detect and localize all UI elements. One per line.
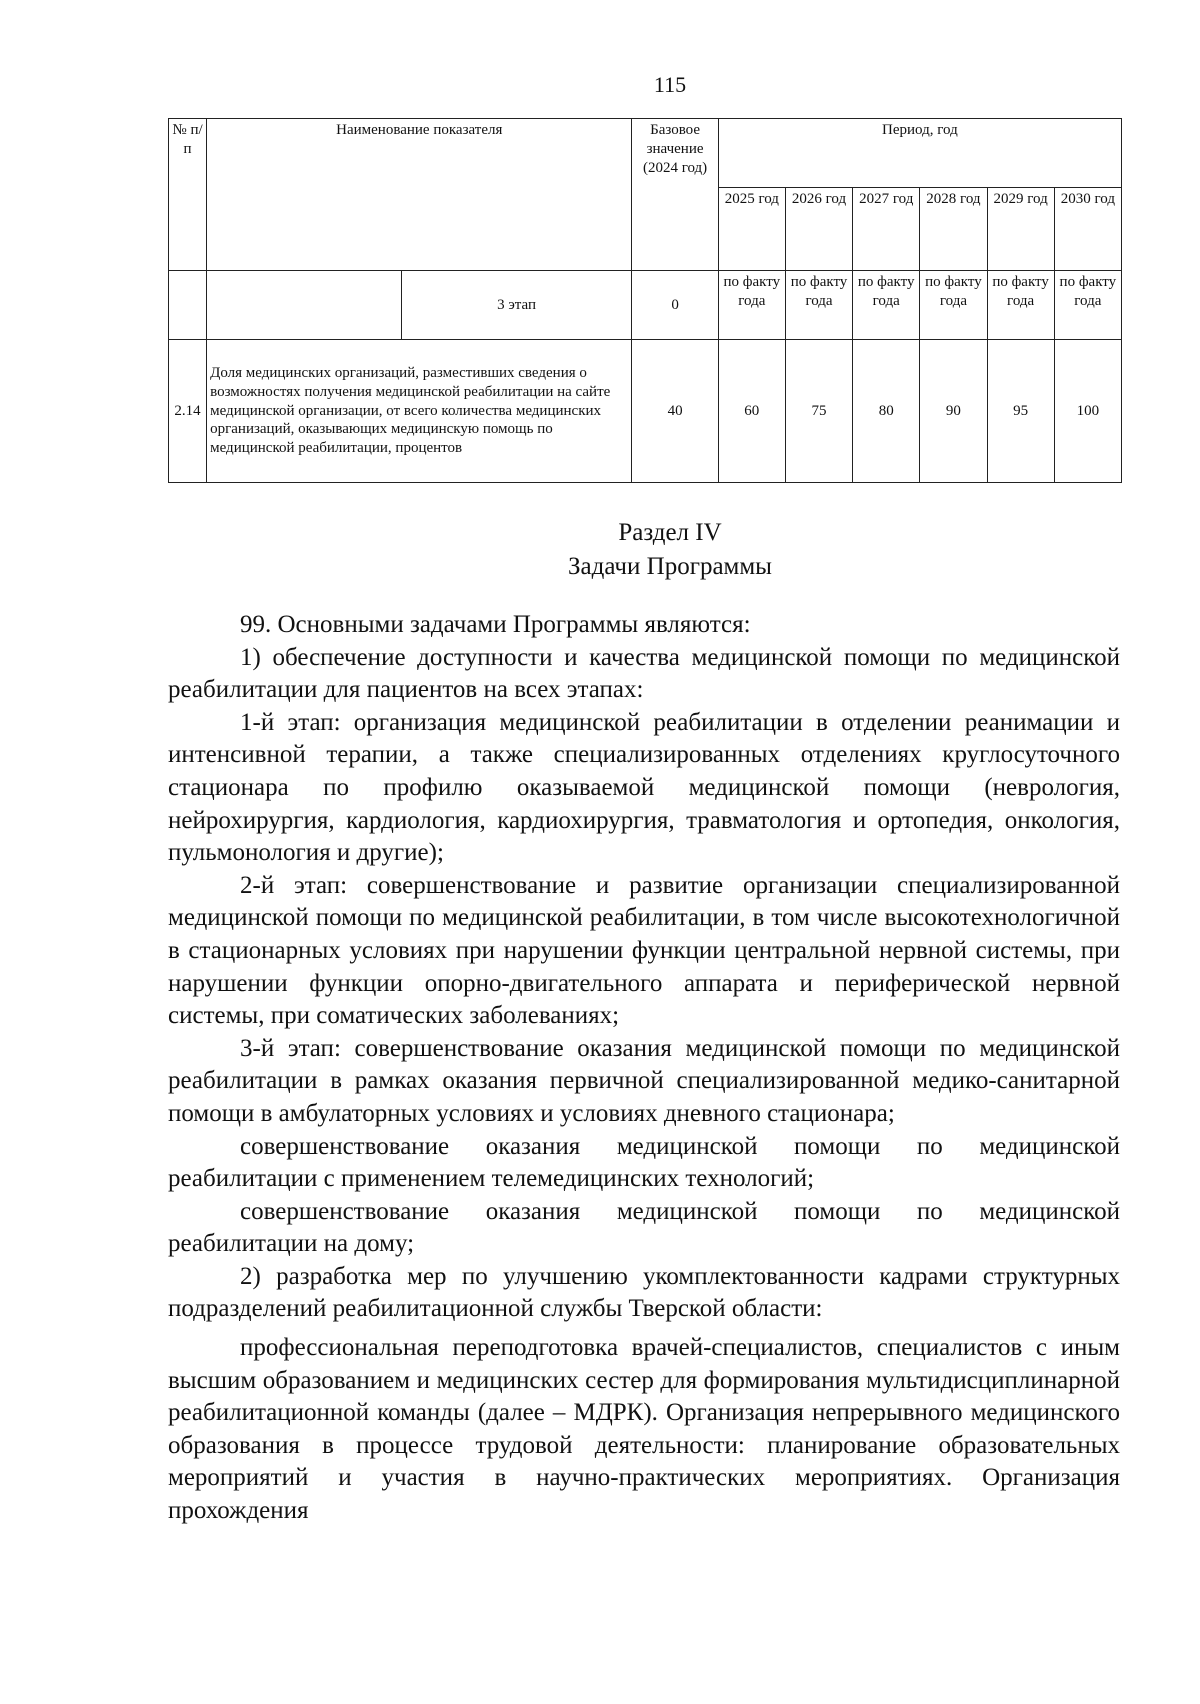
paragraph: профессиональная переподготовка врачей-специалистов, специалистов с иным высшим образованием и медицинских сестер для формирования мультидисциплинарной реабилитационной команды (далее – МДРК). Организация непрерывного медицинского образования в процессе трудовой деятельности: планирование образовательных мероприятий и участия в научно-практических мероприятиях. Организация прохождения — [168, 1334, 1120, 1525]
header-base-value: Базовое значение (2024 год) — [632, 119, 718, 271]
paragraph: 1-й этап: организация медицинской реабилитации в отделении реанимации и интенсивной терапии, а также специализированных отделениях круглосуточного стационара по профилю оказываемой медицинской помощи (неврология, нейрохирургия, кардиология, кардиохирургия, травматология и ортопедия, онкология, пульмонология и другие); — [168, 708, 1120, 867]
indicator-name: Доля медицинских организаций, разместивших сведения о возможностях получения медицинской реабилитации на сайте медицинской организации, от всего количества медицинских организаций, оказывающих медицинскую помощь по медицинской реабилитации, процентов — [207, 340, 632, 483]
stage-value: по факту года — [853, 271, 920, 340]
stage-value: по факту года — [1054, 271, 1121, 340]
year-value: 95 — [987, 340, 1054, 483]
stage-value: по факту года — [718, 271, 785, 340]
cell-empty — [207, 271, 402, 340]
table-row — [169, 340, 1122, 483]
stage-label: 3 этап — [401, 271, 632, 340]
table-header-row — [169, 119, 1122, 188]
paragraph: 3-й этап: совершенствование оказания медицинской помощи по медицинской реабилитации в рамках оказания первичной специализированной медико-санитарной помощи в амбулаторных условиях и условиях дневного стационара; — [168, 1034, 1120, 1127]
paragraph: 2-й этап: совершенствование и развитие организации специализированной медицинской помощи по медицинской реабилитации, в том числе высокотехнологичной в стационарных условиях при нарушении функции центральной нервной системы, при нарушении функции опорно-двигательного аппарата и периферической нервной системы, при соматических заболеваниях; — [168, 871, 1120, 1030]
year-value: 90 — [920, 340, 987, 483]
paragraph: совершенствование оказания медицинской помощи по медицинской реабилитации с применением телемедицинских технологий; — [168, 1132, 1120, 1193]
year-value: 60 — [718, 340, 785, 483]
header-year: 2025 год — [718, 188, 785, 271]
row-num: 2.14 — [169, 340, 207, 483]
section-title: Раздел IV — [618, 519, 722, 546]
section-subtitle: Задачи Программы — [568, 553, 772, 580]
cell-empty — [169, 271, 207, 340]
base-value: 40 — [632, 340, 718, 483]
paragraph: 2) разработка мер по улучшению укомплектованности кадрами структурных подразделений реабилитационной службы Тверской области: — [168, 1262, 1120, 1323]
paragraph: 1) обеспечение доступности и качества медицинской помощи по медицинской реабилитации для пациентов на всех этапах: — [168, 643, 1120, 704]
stage-base-value: 0 — [632, 271, 718, 340]
year-value: 75 — [785, 340, 852, 483]
header-year: 2030 год — [1054, 188, 1121, 271]
body-text — [168, 609, 1120, 1528]
header-indicator-name: Наименование показателя — [207, 119, 632, 271]
header-num: № п/п — [169, 119, 207, 271]
header-year: 2026 год — [785, 188, 852, 271]
stage-value: по факту года — [785, 271, 852, 340]
header-year: 2029 год — [987, 188, 1054, 271]
header-period: Период, год — [718, 119, 1121, 188]
stage-value: по факту года — [920, 271, 987, 340]
paragraph: 99. Основными задачами Программы являются: — [240, 611, 751, 638]
year-value: 100 — [1054, 340, 1121, 483]
year-value: 80 — [853, 340, 920, 483]
table-row — [169, 271, 1122, 340]
indicators-table — [168, 118, 1122, 483]
stage-value: по факту года — [987, 271, 1054, 340]
header-year: 2027 год — [853, 188, 920, 271]
page-number: 115 — [653, 72, 687, 97]
header-year: 2028 год — [920, 188, 987, 271]
paragraph: совершенствование оказания медицинской помощи по медицинской реабилитации на дому; — [168, 1197, 1120, 1258]
